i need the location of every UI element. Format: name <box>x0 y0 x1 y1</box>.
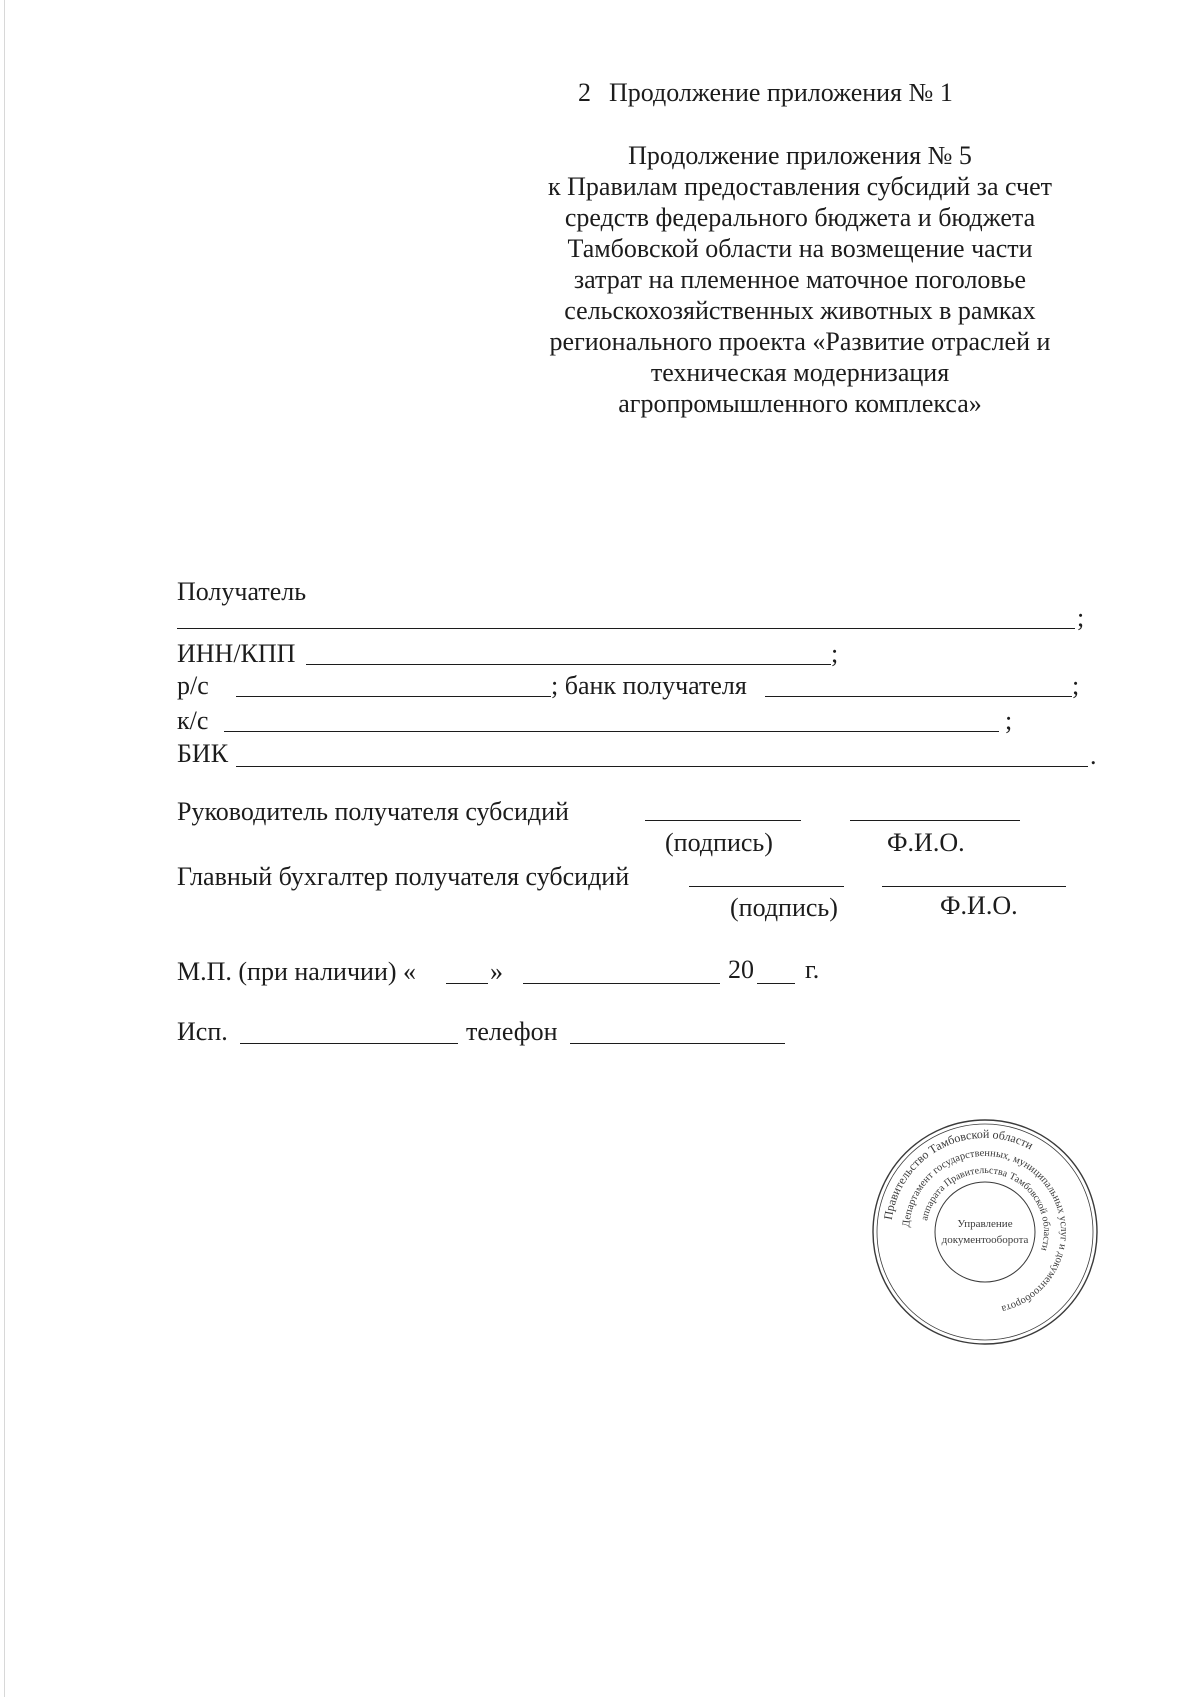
year-suffix: г. <box>805 955 820 984</box>
correspondent-account-field[interactable] <box>224 731 999 732</box>
date-year-field[interactable] <box>757 983 795 984</box>
page-header <box>578 78 953 108</box>
official-stamp <box>870 1117 1100 1347</box>
stamp-outer-text: Правительство Тамбовской области <box>880 1126 1036 1221</box>
stamp-center-line1: Управление <box>957 1218 1013 1230</box>
chief-accountant-name-field[interactable] <box>882 886 1066 887</box>
date-quote-close: » <box>490 957 503 986</box>
head-signature-caption: (подпись) <box>665 828 773 857</box>
scan-edge <box>4 0 5 1697</box>
seal-date-label: М.П. (при наличии) « <box>177 957 417 986</box>
bik-label: БИК <box>177 739 229 768</box>
page-number: 2 <box>578 78 591 107</box>
appendix-line: Тамбовской области на возмещение части <box>567 234 1033 263</box>
executor-field[interactable] <box>240 1043 458 1044</box>
appendix-line: Продолжение приложения № 5 <box>628 141 972 170</box>
inn-kpp-field[interactable] <box>306 664 831 665</box>
recipient-end: ; <box>1077 603 1085 632</box>
bank-field[interactable] <box>765 696 1072 697</box>
header-title: Продолжение приложения № 1 <box>609 78 953 107</box>
correspondent-account-end: ; <box>1005 706 1013 735</box>
head-name-field[interactable] <box>850 820 1020 821</box>
settlement-account-field[interactable] <box>236 696 551 697</box>
bik-field[interactable] <box>236 766 1088 767</box>
appendix-line: к Правилам предоставления субсидий за счет <box>548 172 1052 201</box>
bank-end: ; <box>1072 671 1080 700</box>
stamp-center-ring <box>935 1182 1035 1282</box>
appendix-line: техническая модернизация <box>650 358 950 387</box>
stamp-center-line2: документооборота <box>941 1234 1029 1246</box>
chief-accountant-name-caption: Ф.И.О. <box>940 891 1018 920</box>
date-day-field[interactable] <box>446 983 488 984</box>
stamp-inner-text: аппарата Правительства Тамбовской области <box>919 1164 1053 1253</box>
appendix-line: затрат на племенное маточное поголовье <box>573 265 1027 294</box>
recipient-field[interactable] <box>177 628 1075 629</box>
appendix-line: агропромышленного комплекса» <box>618 389 982 418</box>
stamp-middle-text: Департамент государственных, муниципальных услуг и документооборота <box>901 1147 1070 1315</box>
correspondent-account-label: к/с <box>177 706 209 735</box>
bank-label: ; банк получателя <box>551 671 747 700</box>
head-label: Руководитель получателя субсидий <box>177 797 569 826</box>
date-month-field[interactable] <box>523 983 720 984</box>
inn-kpp-label: ИНН/КПП <box>177 639 296 668</box>
appendix-line: регионального проекта «Развитие отраслей и <box>549 327 1051 356</box>
head-name-caption: Ф.И.О. <box>887 828 965 857</box>
recipient-label: Получатель <box>177 577 307 606</box>
inn-kpp-end: ; <box>831 639 839 668</box>
settlement-account-label: р/с <box>177 671 209 700</box>
phone-field[interactable] <box>570 1043 785 1044</box>
head-signature-field[interactable] <box>645 820 801 821</box>
executor-label: Исп. <box>177 1017 228 1046</box>
phone-label: телефон <box>466 1017 558 1046</box>
bik-end: . <box>1090 741 1097 770</box>
appendix-line: средств федерального бюджета и бюджета <box>564 203 1036 232</box>
chief-accountant-signature-caption: (подпись) <box>730 893 838 922</box>
appendix-line: сельскохозяйственных животных в рамках <box>564 296 1036 325</box>
chief-accountant-label: Главный бухгалтер получателя субсидий <box>177 862 630 891</box>
year-prefix: 20 <box>728 955 754 984</box>
appendix-reference <box>500 140 1100 419</box>
chief-accountant-signature-field[interactable] <box>689 886 844 887</box>
